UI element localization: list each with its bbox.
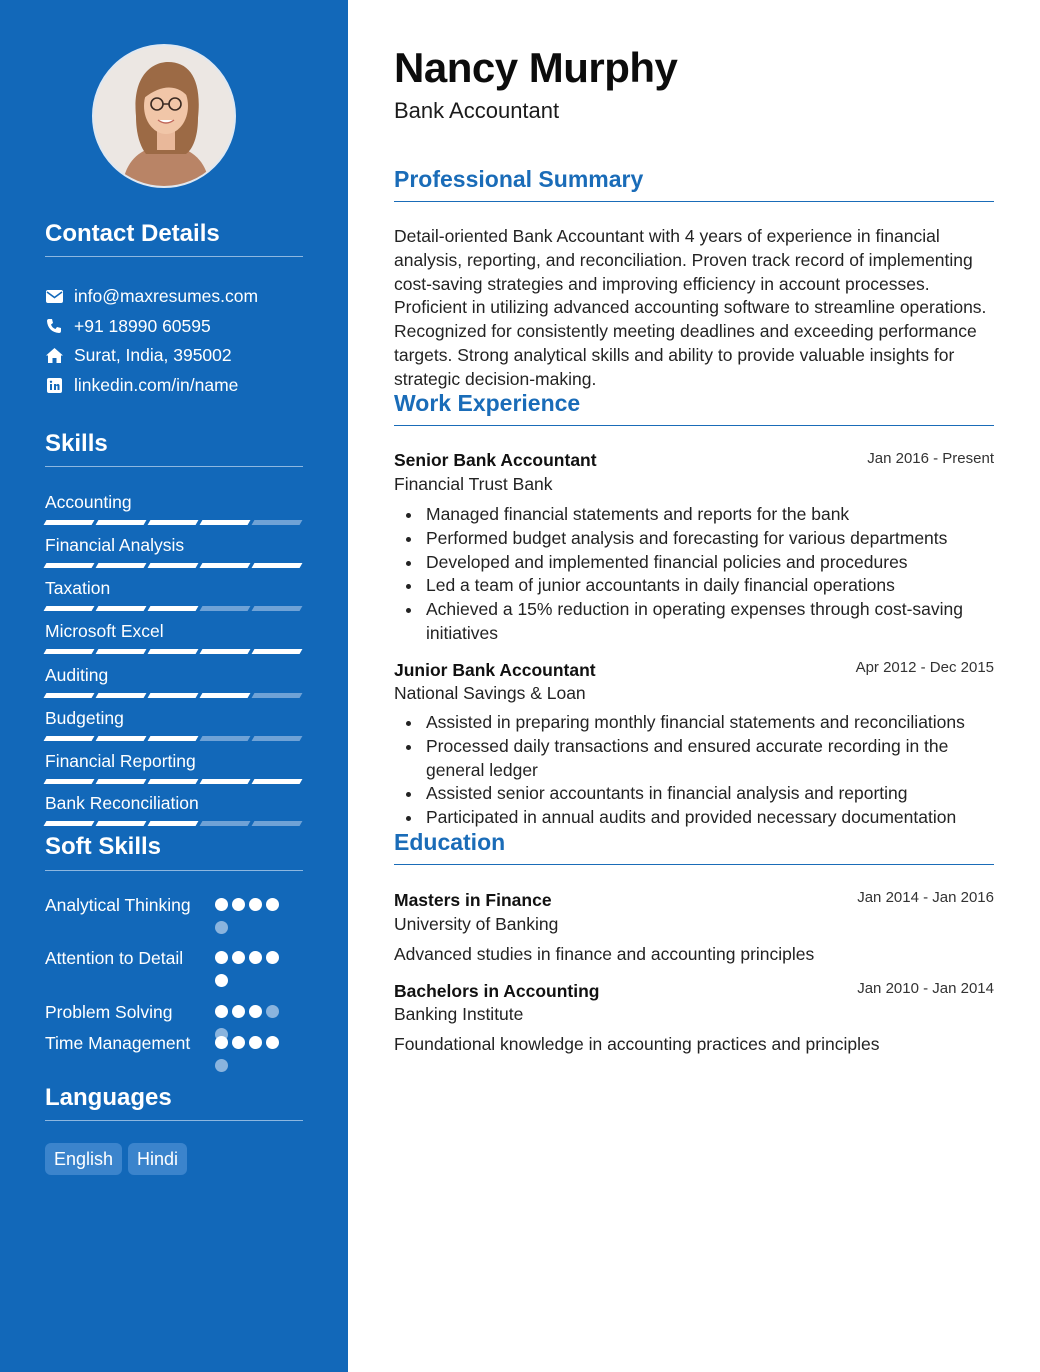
skill-level-segment — [96, 736, 147, 741]
soft-skill-rating — [215, 951, 291, 987]
skill-level-segment — [200, 563, 251, 568]
skill-level-bars — [45, 779, 303, 784]
summary-heading: Professional Summary — [394, 166, 644, 192]
list-item: Led a team of junior accountants in daily financial operations — [426, 574, 1001, 598]
rating-dot — [266, 951, 279, 964]
skill-level-bars — [45, 821, 303, 826]
list-item: Assisted in preparing monthly financial statements and reconciliations — [426, 711, 1001, 735]
sidebar — [0, 0, 348, 1372]
list-item: Participated in annual audits and provided necessary documentation — [426, 806, 1001, 830]
rating-dot — [215, 921, 228, 934]
skill-level-segment — [252, 563, 303, 568]
candidate-title: Bank Accountant — [394, 98, 560, 123]
skill-level-segment — [252, 821, 303, 826]
contact-divider — [45, 256, 303, 257]
skill-level-segment — [148, 520, 199, 525]
soft-skills-heading: Soft Skills — [45, 833, 162, 860]
skill-name: Accounting — [45, 492, 132, 512]
job-company: National Savings & Loan — [394, 683, 586, 703]
skill-name: Taxation — [45, 578, 111, 598]
skill-level-segment — [200, 736, 251, 741]
list-item: Developed and implemented financial policies and procedures — [426, 551, 1001, 575]
skill-name: Financial Reporting — [45, 751, 196, 771]
summary-text: Detail-oriented Bank Accountant with 4 years of experience in financial analysis, reporting, and reconciliation. Proven track record of implementing cost-saving strategies and improving efficiency in account processes. Proficient in utilizing advanced accounting software to streamline operations. Recognized for consistently meeting deadlines and exceeding performance targets. Strong analytical skills and ability to provide valuable insights for strategic decision-making. — [394, 226, 987, 389]
skill-item — [45, 535, 303, 568]
job-company: Financial Trust Bank — [394, 474, 553, 494]
home-icon — [45, 346, 63, 364]
skill-item — [45, 708, 303, 741]
skill-level-segment — [252, 779, 303, 784]
contact-address-text: Surat, India, 395002 — [74, 344, 232, 365]
skill-level-segment — [44, 693, 95, 698]
school-name: Banking Institute — [394, 1004, 524, 1024]
skill-level-segment — [200, 821, 251, 826]
job-title: Junior Bank Accountant — [394, 660, 596, 680]
skill-level-segment — [96, 520, 147, 525]
experience-divider — [394, 425, 994, 426]
list-item: Assisted senior accountants in financial analysis and reporting — [426, 782, 1001, 806]
contact-heading: Contact Details — [45, 220, 220, 247]
soft-skill-name: Problem Solving — [45, 1002, 173, 1022]
skill-level-bars — [45, 520, 303, 525]
education-heading: Education — [394, 829, 506, 855]
degree-title: Masters in Finance — [394, 890, 552, 910]
experience-heading: Work Experience — [394, 390, 581, 416]
rating-dot — [232, 951, 245, 964]
school-name: University of Banking — [394, 914, 559, 934]
skill-level-segment — [148, 693, 199, 698]
skill-level-segment — [148, 606, 199, 611]
skill-level-segment — [96, 563, 147, 568]
skill-name: Budgeting — [45, 708, 124, 728]
skill-level-bars — [45, 563, 303, 568]
candidate-name: Nancy Murphy — [394, 44, 678, 91]
job-bullets — [426, 503, 1001, 646]
skill-item — [45, 665, 303, 698]
skill-level-segment — [96, 779, 147, 784]
rating-dot — [266, 1036, 279, 1049]
skill-item — [45, 578, 303, 611]
skill-level-segment — [252, 649, 303, 654]
skill-item — [45, 793, 303, 826]
skill-level-segment — [44, 779, 95, 784]
skill-name: Bank Reconciliation — [45, 793, 199, 813]
rating-dot — [215, 974, 228, 987]
soft-skill-rating — [215, 1036, 291, 1072]
degree-dates: Jan 2010 - Jan 2014 — [857, 980, 994, 997]
job-dates: Apr 2012 - Dec 2015 — [855, 659, 994, 676]
education-divider — [394, 864, 994, 865]
skill-name: Microsoft Excel — [45, 621, 164, 641]
rating-dot — [232, 1005, 245, 1018]
skill-name: Auditing — [45, 665, 109, 685]
skill-level-segment — [96, 606, 147, 611]
skill-level-segment — [252, 520, 303, 525]
list-item: Performed budget analysis and forecasting for various departments — [426, 527, 1001, 551]
rating-dot — [215, 1005, 228, 1018]
degree-description: Advanced studies in finance and accounting principles — [394, 944, 815, 964]
skill-level-segment — [252, 736, 303, 741]
skill-level-segment — [252, 693, 303, 698]
job-title: Senior Bank Accountant — [394, 450, 597, 470]
skill-level-segment — [148, 563, 199, 568]
rating-dot — [215, 898, 228, 911]
phone-icon — [45, 317, 63, 335]
skill-level-bars — [45, 649, 303, 654]
rating-dot — [215, 1036, 228, 1049]
skill-level-segment — [96, 821, 147, 826]
job-dates: Jan 2016 - Present — [867, 450, 994, 467]
rating-dot — [232, 1036, 245, 1049]
soft-skill-name: Analytical Thinking — [45, 895, 191, 915]
languages-divider — [45, 1120, 303, 1121]
skill-item — [45, 621, 303, 654]
skill-level-segment — [44, 563, 95, 568]
skill-level-segment — [148, 736, 199, 741]
skill-level-segment — [148, 649, 199, 654]
rating-dot — [215, 951, 228, 964]
skill-level-segment — [200, 649, 251, 654]
linkedin-icon — [45, 376, 63, 394]
list-item: Managed financial statements and reports for the bank — [426, 503, 1001, 527]
skill-level-segment — [252, 606, 303, 611]
language-chip: Hindi — [128, 1143, 187, 1175]
rating-dot — [249, 898, 262, 911]
soft-skill-rating — [215, 898, 291, 934]
skill-level-segment — [44, 736, 95, 741]
skill-item — [45, 492, 303, 525]
contact-phone-text: +91 18990 60595 — [74, 315, 211, 336]
job-bullets — [426, 711, 1001, 830]
skill-name: Financial Analysis — [45, 535, 185, 555]
contact-phone[interactable] — [45, 314, 211, 338]
contact-email-text: info@maxresumes.com — [74, 285, 259, 306]
skill-level-segment — [44, 821, 95, 826]
skill-level-segment — [44, 649, 95, 654]
skill-level-bars — [45, 693, 303, 698]
rating-dot — [249, 1005, 262, 1018]
rating-dot — [249, 951, 262, 964]
contact-email[interactable] — [45, 284, 258, 308]
soft-skill-name: Attention to Detail — [45, 948, 184, 968]
avatar-portrait — [94, 46, 236, 188]
skill-level-segment — [200, 693, 251, 698]
skill-level-bars — [45, 606, 303, 611]
skill-level-segment — [96, 649, 147, 654]
skill-level-segment — [96, 693, 147, 698]
degree-description: Foundational knowledge in accounting practices and principles — [394, 1034, 880, 1054]
rating-dot — [249, 1036, 262, 1049]
soft-skills-divider — [45, 870, 303, 871]
rating-dot — [266, 1005, 279, 1018]
skill-item — [45, 751, 303, 784]
rating-dot — [266, 898, 279, 911]
degree-dates: Jan 2014 - Jan 2016 — [857, 889, 994, 906]
contact-linkedin-text: linkedin.com/in/name — [74, 374, 239, 395]
degree-title: Bachelors in Accounting — [394, 981, 600, 1001]
skill-level-bars — [45, 736, 303, 741]
language-chip: English — [45, 1143, 122, 1175]
list-item: Achieved a 15% reduction in operating expenses through cost-saving initiatives — [426, 598, 1001, 646]
skill-level-segment — [200, 779, 251, 784]
languages-heading: Languages — [45, 1084, 172, 1111]
skill-level-segment — [200, 606, 251, 611]
skills-divider — [45, 466, 303, 467]
main-content — [348, 0, 1040, 1372]
soft-skill-name: Time Management — [45, 1033, 191, 1053]
summary-divider — [394, 201, 994, 202]
skill-level-segment — [44, 606, 95, 611]
skill-level-segment — [148, 821, 199, 826]
skills-heading: Skills — [45, 430, 108, 457]
rating-dot — [215, 1059, 228, 1072]
rating-dot — [232, 898, 245, 911]
list-item: Processed daily transactions and ensured accurate recording in the general ledger — [426, 735, 1001, 783]
envelope-icon — [45, 287, 63, 305]
contact-linkedin[interactable] — [45, 373, 238, 397]
contact-address — [45, 343, 232, 367]
skill-level-segment — [44, 520, 95, 525]
skill-level-segment — [148, 779, 199, 784]
skill-level-segment — [200, 520, 251, 525]
profile-photo — [92, 44, 236, 188]
